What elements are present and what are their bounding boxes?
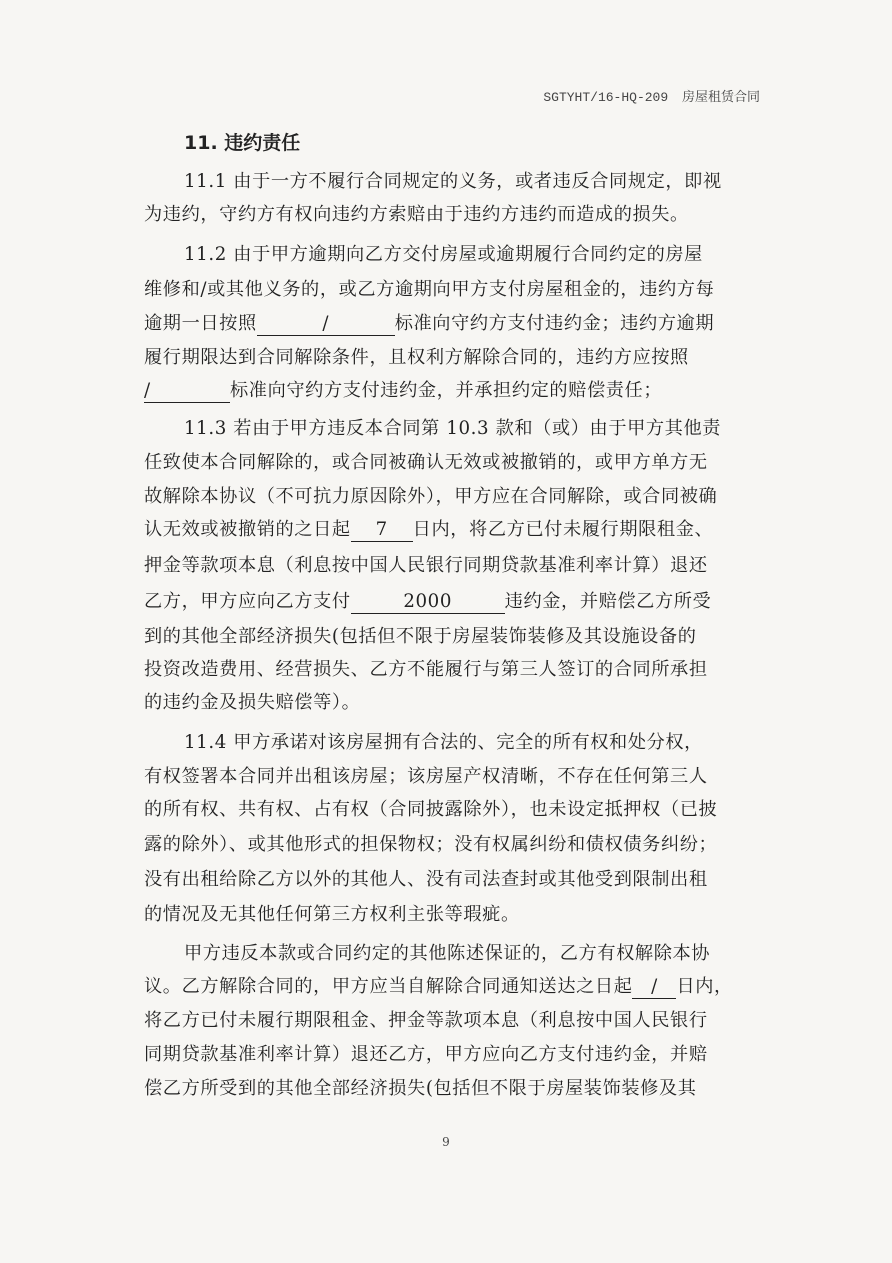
clause-11-2-line-5-post: 标准向守约方支付违约金，并承担约定的赔偿责任；: [230, 380, 663, 401]
breach-line-3: 将乙方已付未履行期限租金、押金等款项本息（利息按中国人民银行: [144, 1010, 708, 1031]
penalty-amount-blank: 2000: [351, 591, 505, 614]
clause-11-3-line-9: 的违约金及损失赔偿等）。: [144, 692, 361, 713]
breach-line-1: 甲方违反本款或合同约定的其他陈述保证的，乙方有权解除本协: [184, 943, 711, 964]
daily-penalty-blank: /: [257, 313, 395, 336]
breach-line-2: [144, 972, 756, 1002]
refund-days-blank: 7: [351, 519, 413, 542]
clause-11-3-line-4-pre: 认无效或被撤销的之日起: [144, 519, 351, 540]
breach-line-4: 同期贷款基准利率计算）退还乙方，甲方应向乙方支付违约金，并赔: [144, 1044, 708, 1065]
clause-11-2-line-1: 11.2 由于甲方逾期向乙方交付房屋或逾期履行合同约定的房屋: [184, 244, 703, 265]
termination-penalty-blank: /: [144, 380, 230, 403]
clause-11-3-line-5: 押金等款项本息（利息按中国人民银行同期贷款基准利率计算）退还: [144, 555, 708, 576]
page-number: 9: [442, 1135, 450, 1149]
clause-11-3-line-3: 故解除本协议（不可抗力原因除外），甲方应在合同解除，或合同被确: [144, 486, 718, 507]
clause-11-2-line-3: [144, 309, 756, 339]
clause-11-3-line-4: [144, 515, 756, 545]
clause-11-2-line-3-pre: 逾期一日按照: [144, 313, 257, 334]
clause-11-1-line-1: 11.1 由于一方不履行合同规定的义务，或者违反合同规定，即视: [184, 171, 722, 192]
clause-11-4-line-3: 的所有权、共有权、占有权（合同披露除外），也未设定抵押权（已披: [144, 799, 718, 820]
clause-11-1-line-2: 为违约，守约方有权向违约方索赔由于违约方违约而造成的损失。: [144, 204, 689, 225]
clause-11-4-line-1: 11.4 甲方承诺对该房屋拥有合法的、完全的所有权和处分权，: [184, 732, 703, 753]
clause-11-2-line-5: [144, 376, 756, 406]
clause-11-2-line-3-post: 标准向守约方支付违约金；违约方逾期: [394, 313, 715, 334]
clause-11-3-line-4-post: 日内，将乙方已付未履行期限租金、: [412, 519, 714, 540]
clause-11-4-line-6: 的情况及无其他任何第三方权利主张等瑕疵。: [144, 904, 520, 925]
breach-line-2-post: 日内，: [676, 976, 733, 997]
clause-11-3-line-6: [144, 587, 756, 617]
clause-11-3-line-8: 投资改造费用、经营损失、乙方不能履行与第三人签订的合同所承担: [144, 659, 708, 680]
clause-11-4-line-5: 没有出租给除乙方以外的其他人、没有司法查封或其他受到限制出租: [144, 869, 708, 890]
clause-11-2-line-4: 履行期限达到合同解除条件，且权利方解除合同的，违约方应按照: [144, 347, 689, 368]
clause-11-3-line-6-pre: 乙方，甲方应向乙方支付: [144, 591, 351, 612]
clause-11-3-line-1: 11.3 若由于甲方违反本合同第 10.3 款和（或）由于甲方其他责: [184, 418, 722, 439]
breach-line-5: 偿乙方所受到的其他全部经济损失(包括但不限于房屋装饰装修及其: [144, 1078, 697, 1099]
clause-11-4-line-2: 有权签署本合同并出租该房屋；该房屋产权清晰，不存在任何第三人: [144, 766, 708, 787]
document-title: 房屋租赁合同: [681, 90, 760, 105]
page-header: [543, 86, 760, 105]
breach-line-2-pre: 议。乙方解除合同的，甲方应当自解除合同通知送达之日起: [144, 976, 633, 997]
clause-11-4-line-4: 露的除外）、或其他形式的担保物权；没有权属纠纷和债权债务纠纷；: [144, 834, 718, 855]
document-code: SGTYHT/16-HQ-209: [543, 90, 669, 105]
clause-11-3-line-7: 到的其他全部经济损失(包括但不限于房屋装饰装修及其设施设备的: [144, 626, 697, 647]
section-title: 11. 违约责任: [184, 132, 301, 154]
clause-11-3-line-2: 任致使本合同解除的，或合同被确认无效或被撤销的，或甲方单方无: [144, 452, 708, 473]
breach-days-blank: /: [632, 976, 676, 999]
clause-11-2-line-2: 维修和/或其他义务的，或乙方逾期向甲方支付房屋租金的，违约方每: [144, 279, 715, 300]
clause-11-3-line-6-post: 违约金，并赔偿乙方所受: [504, 591, 712, 612]
